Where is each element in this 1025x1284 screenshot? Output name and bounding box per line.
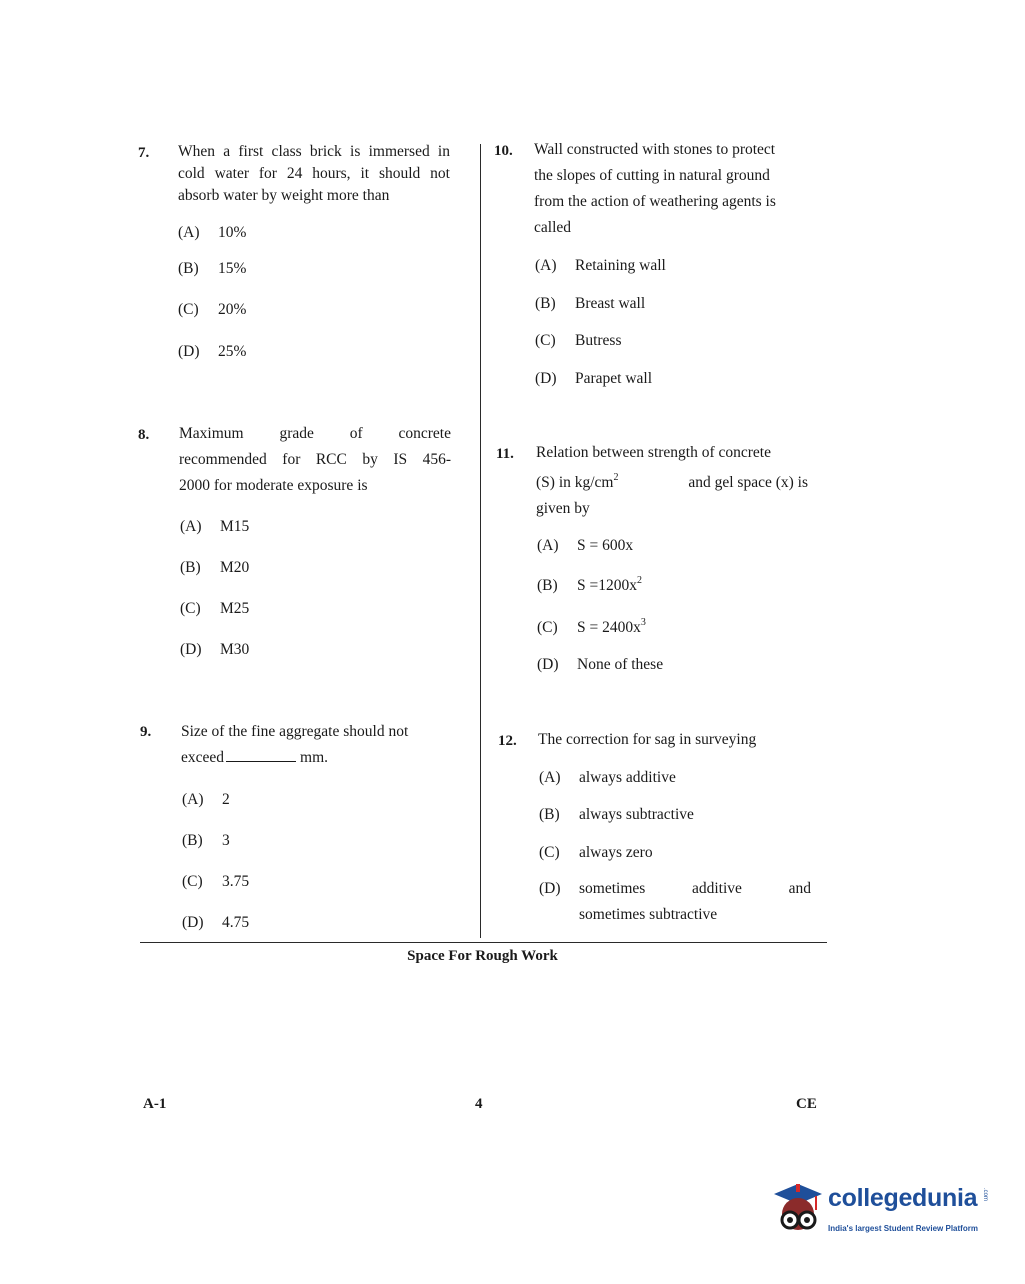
superscript: 3 (640, 617, 646, 628)
option-label: (B) (535, 295, 556, 312)
option-value: S = 600x (577, 537, 634, 554)
option-label: (C) (178, 301, 199, 318)
option-label: (C) (182, 873, 203, 890)
option-value: M30 (220, 641, 250, 658)
option-value: M25 (220, 600, 250, 617)
question-text-line: called (534, 219, 572, 236)
option-value: Parapet wall (575, 370, 653, 387)
question-text (178, 141, 450, 185)
option-value: 3 (222, 832, 230, 849)
question-text-fragment: (S) in kg/cm (536, 474, 614, 491)
option-a[interactable] (539, 769, 676, 787)
option-value: always zero (579, 844, 653, 861)
question-text-line: recommended for RCC by IS 456- (179, 451, 451, 468)
option-c[interactable] (539, 844, 653, 862)
superscript: 2 (637, 575, 642, 586)
option-value: 20% (218, 301, 247, 318)
option-value: 10% (218, 224, 247, 241)
question-text-line: Wall constructed with stones to protect (534, 141, 776, 158)
option-value: M20 (220, 559, 250, 576)
footer-code-left: A-1 (143, 1096, 167, 1112)
question-number: 9. (140, 724, 152, 740)
superscript: 2 (613, 472, 619, 483)
question-text-fragment: and gel space (x) is (688, 474, 808, 491)
option-label: (A) (539, 769, 561, 786)
graduate-mascot-icon (768, 1180, 826, 1238)
option-d[interactable] (539, 880, 813, 898)
question-text-fragment: mm. (300, 749, 329, 766)
option-b[interactable] (178, 260, 246, 278)
option-label: (A) (180, 518, 202, 535)
option-label: (B) (182, 832, 203, 849)
question-text-line: 2000 for moderate exposure is (179, 477, 368, 494)
option-label: (D) (535, 370, 557, 387)
option-label: (D) (539, 880, 561, 897)
fill-blank (226, 746, 296, 762)
option-label: (C) (180, 600, 201, 617)
option-b[interactable] (535, 295, 645, 313)
option-label: (D) (180, 641, 202, 658)
option-value: S =1200x (577, 577, 637, 594)
question-text-line: absorb water by weight more than (178, 187, 390, 204)
question-text-line (536, 470, 808, 496)
option-value: 2 (222, 791, 230, 808)
option-label: (B) (537, 577, 558, 594)
question-text-line: from the action of weathering agents is (534, 193, 776, 210)
option-a[interactable] (182, 791, 230, 809)
option-c[interactable] (535, 332, 622, 350)
question-text-line: Maximum grade of concrete (179, 425, 451, 442)
question-text-fragment: exceed (181, 749, 225, 766)
option-a[interactable] (178, 224, 246, 242)
option-a[interactable] (537, 537, 633, 555)
option-label: (C) (539, 844, 560, 861)
option-value: 4.75 (222, 914, 250, 931)
option-b[interactable] (182, 832, 230, 850)
question-text-line: When a first class brick is immersed in (178, 143, 450, 160)
option-label: (C) (537, 619, 558, 636)
option-value: 3.75 (222, 873, 250, 890)
option-value: 15% (218, 260, 247, 277)
rough-work-label: Space For Rough Work (407, 948, 558, 964)
option-a[interactable] (535, 257, 666, 275)
option-value: Retaining wall (575, 257, 666, 274)
question-text-line: Relation between strength of concrete (536, 444, 771, 461)
option-d[interactable] (178, 343, 246, 361)
option-value: Breast wall (575, 295, 646, 312)
option-label: (D) (537, 656, 559, 673)
footer-code-right: CE (796, 1096, 817, 1112)
option-c[interactable] (182, 873, 249, 891)
option-d[interactable] (537, 656, 663, 674)
question-text-line: cold water for 24 hours, it should not (178, 165, 450, 182)
option-label: (D) (182, 914, 204, 931)
option-label: (C) (535, 332, 556, 349)
option-b[interactable] (539, 806, 694, 824)
brand-name: collegedunia (828, 1184, 978, 1212)
option-d[interactable] (535, 370, 652, 388)
option-label: (A) (178, 224, 200, 241)
column-divider (480, 144, 481, 938)
question-text-line: the slopes of cutting in natural ground (534, 167, 770, 184)
brand-tagline: India's largest Student Review Platform (828, 1224, 978, 1233)
option-d[interactable] (182, 914, 249, 932)
option-value-continuation: sometimes subtractive (579, 906, 718, 923)
option-label: (D) (178, 343, 200, 360)
option-value: always additive (579, 769, 676, 786)
question-text-line: given by (536, 500, 590, 517)
option-label: (A) (537, 537, 559, 554)
option-label: (A) (182, 791, 204, 808)
question-text-line: Size of the fine aggregate should not (181, 723, 409, 740)
brand-suffix: .com (982, 1188, 988, 1202)
question-number: 10. (494, 143, 513, 159)
option-value: None of these (577, 656, 664, 673)
option-d[interactable] (180, 641, 249, 659)
option-a[interactable] (180, 518, 249, 536)
option-c[interactable] (178, 301, 246, 319)
option-value: M15 (220, 518, 250, 535)
option-label: (B) (178, 260, 199, 277)
question-number: 12. (498, 733, 517, 749)
option-label: (B) (539, 806, 560, 823)
question-text-line (181, 745, 328, 771)
option-label: (A) (535, 257, 557, 274)
option-c[interactable] (537, 619, 646, 637)
option-c[interactable] (180, 600, 249, 618)
question-text-line: The correction for sag in surveying (538, 731, 757, 748)
question-number: 11. (496, 446, 514, 462)
option-value: Butress (575, 332, 622, 349)
option-value: S = 2400x (577, 619, 641, 636)
collegedunia-logo[interactable] (768, 1180, 998, 1240)
option-value: 25% (218, 343, 247, 360)
question-number: 7. (138, 145, 150, 161)
option-b[interactable] (180, 559, 249, 577)
rough-work-divider (140, 942, 827, 943)
question-number: 8. (138, 427, 150, 443)
option-b[interactable] (537, 577, 642, 595)
option-label: (B) (180, 559, 201, 576)
page-number: 4 (475, 1096, 483, 1112)
option-value: always subtractive (579, 806, 694, 823)
option-value: sometimes additive and (579, 880, 811, 897)
